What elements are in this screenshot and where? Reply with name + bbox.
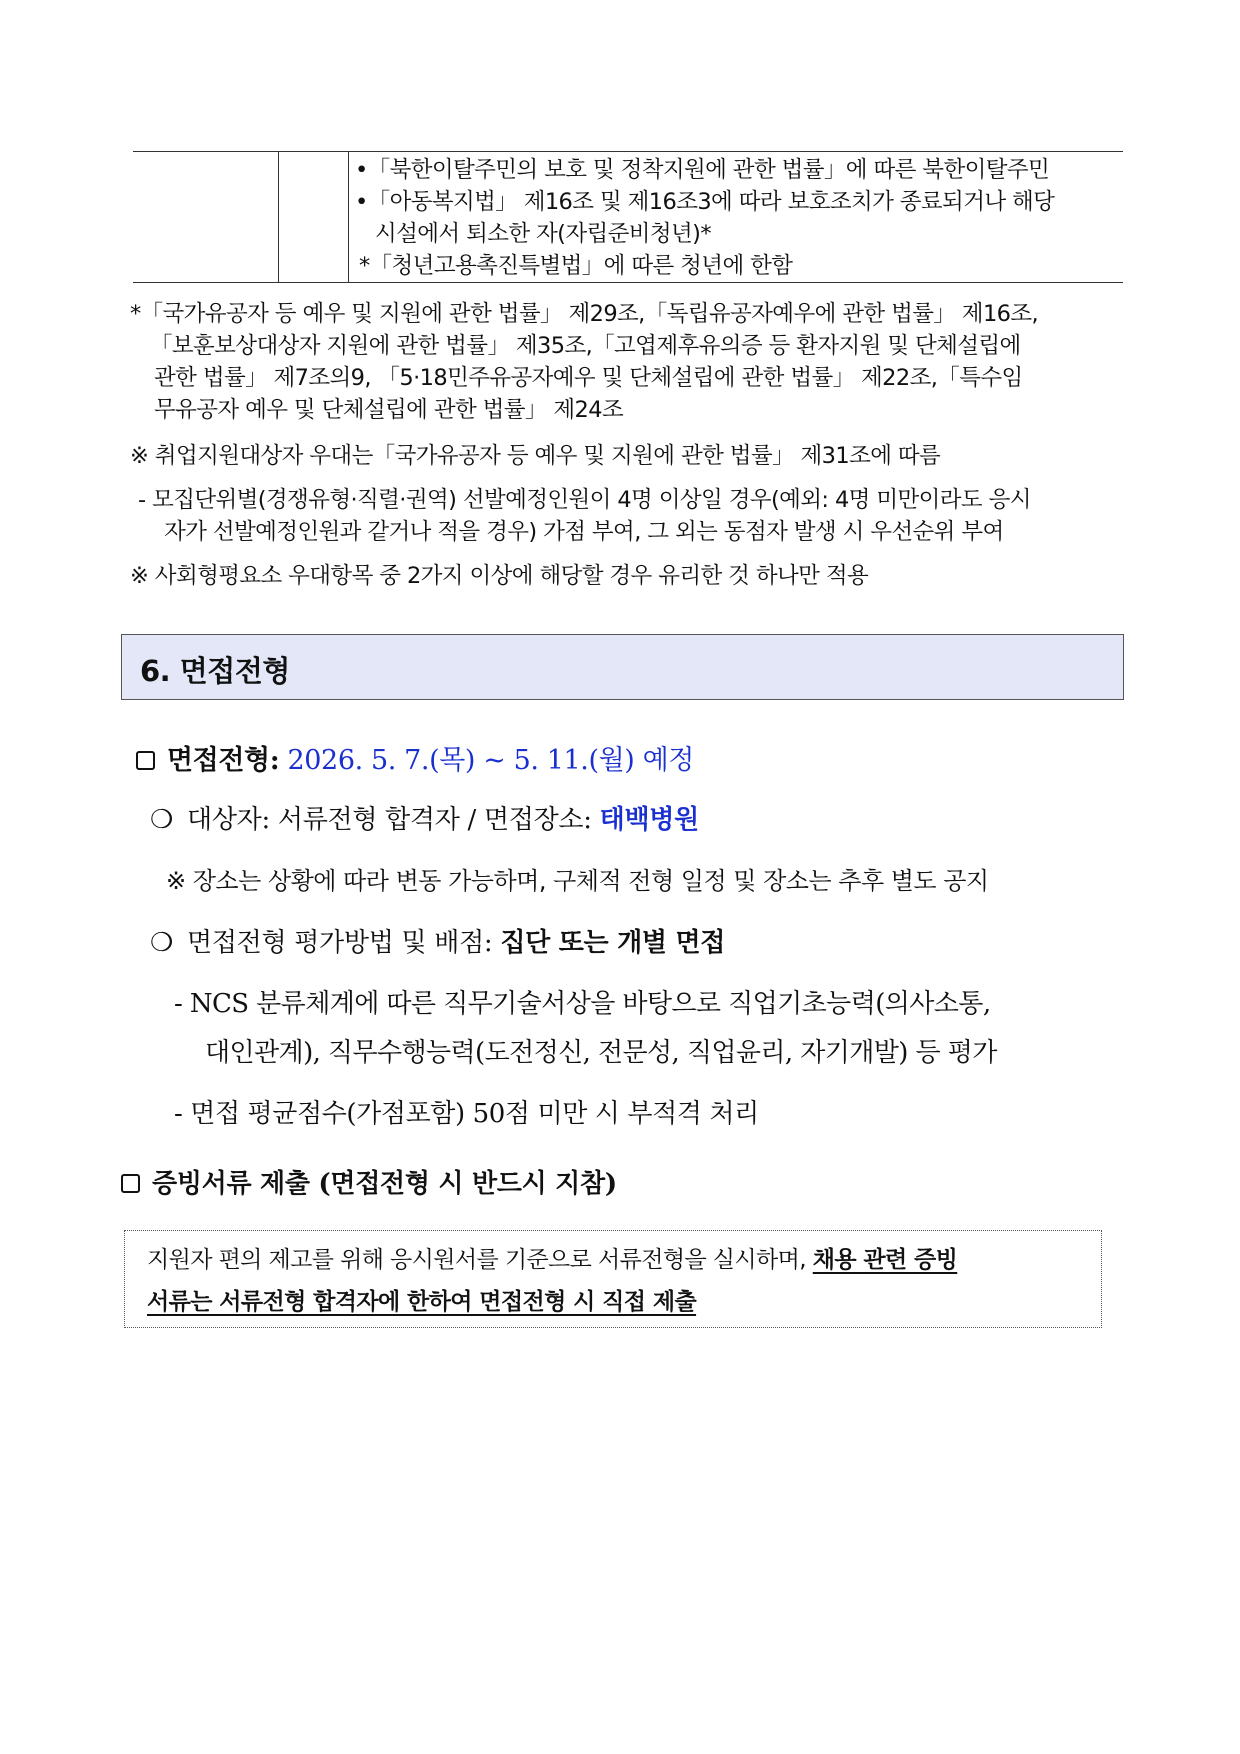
footnote-line: 「보훈보상대상자 지원에 관한 법률」 제35조,「고엽제후유의증 등 환자지원 및 단체설립에 bbox=[150, 333, 1021, 359]
footnote-line: 무유공자 예우 및 단체설립에 관한 법률」 제24조 bbox=[154, 397, 624, 423]
table-divider bbox=[348, 152, 349, 282]
interview-venue: 태백병원 bbox=[599, 805, 699, 835]
target-text: 대상자: 서류전형 합격자 / 면접장소: bbox=[187, 805, 592, 835]
footnote-line: *「국가유공자 등 예우 및 지원에 관한 법률」 제29조,「독립유공자예우에 관한 법률」 제16조, bbox=[130, 301, 1039, 327]
table-line: •「아동복지법」 제16조 및 제16조3에 따라 보호조치가 종료되거나 해당 bbox=[355, 189, 1055, 215]
documents-heading bbox=[121, 1163, 617, 1200]
table-line: *「청년고용촉진특별법」에 따른 청년에 한함 bbox=[359, 253, 793, 279]
table-divider bbox=[278, 152, 279, 282]
documents-title: 증빙서류 제출 (면접전형 시 반드시 지참) bbox=[152, 1169, 617, 1199]
table-line: 시설에서 퇴소한 자(자립준비청년)* bbox=[375, 221, 712, 247]
table-line: •「북한이탈주민의 보호 및 정착지원에 관한 법률」에 따른 북한이탈주민 bbox=[355, 157, 1050, 183]
venue-note: ※ 장소는 상황에 따라 변동 가능하며, 구체적 전형 일정 및 장소는 추후 별도 공지 bbox=[166, 867, 989, 895]
score-rule: - 면접 평균점수(가점포함) 50점 미만 시 부적격 처리 bbox=[174, 1099, 759, 1129]
section-title: 6. 면접전형 bbox=[140, 654, 290, 688]
ncs-line: - NCS 분류체계에 따른 직무기술서상을 바탕으로 직업기초능력(의사소통, bbox=[174, 989, 991, 1019]
notice-line bbox=[147, 1283, 696, 1316]
legal-footnote bbox=[130, 298, 1130, 426]
method-value: 집단 또는 개별 면접 bbox=[500, 928, 726, 958]
circle-bullet-icon: ❍ bbox=[150, 805, 174, 835]
interview-date: 2026. 5. 7.(목) ~ 5. 11.(월) 예정 bbox=[287, 745, 694, 776]
ncs-line: 대인관계), 직무수행능력(도전정신, 전문성, 직업윤리, 자기개발) 등 평가 bbox=[205, 1038, 997, 1068]
reference-note: ※ 취업지원대상자 우대는「국가유공자 등 예우 및 지원에 관한 법률」 제31조에 따름 bbox=[130, 443, 941, 469]
interview-label: 면접전형: bbox=[167, 745, 280, 776]
eligibility-table bbox=[133, 151, 1123, 283]
bonus-line: 자가 선발예정인원과 같거나 적을 경우) 가점 부여, 그 외는 동점자 발생 시 우선순위 부여 bbox=[164, 519, 1004, 545]
section-header bbox=[121, 634, 1124, 700]
circle-bullet-icon: ❍ bbox=[150, 928, 174, 958]
notice-text: 지원자 편의 제고를 위해 응시원서를 기준으로 서류전형을 실시하며, bbox=[147, 1247, 813, 1273]
checkbox-square-icon bbox=[121, 1174, 140, 1193]
reference-note: ※ 사회형평요소 우대항목 중 2가지 이상에 해당할 경우 유리한 것 하나만 적용 bbox=[130, 563, 869, 589]
notice-emphasis: 서류는 서류전형 합격자에 한하여 면접전형 시 직접 제출 bbox=[147, 1289, 697, 1315]
table-cell-content bbox=[355, 154, 1115, 282]
interview-target bbox=[150, 799, 699, 836]
notice-emphasis: 채용 관련 증빙 bbox=[812, 1247, 958, 1273]
notice-line bbox=[147, 1241, 957, 1274]
checkbox-square-icon bbox=[136, 751, 155, 770]
method-label: 면접전형 평가방법 및 배점: bbox=[187, 928, 493, 958]
documents-notice-box bbox=[124, 1230, 1102, 1328]
interview-method bbox=[150, 922, 725, 959]
bonus-line: - 모집단위별(경쟁유형·직렬·권역) 선발예정인원이 4명 이상일 경우(예외: 4명 미만이라도 응시 bbox=[138, 487, 1031, 513]
bonus-rule bbox=[130, 484, 1130, 548]
interview-schedule bbox=[136, 738, 694, 777]
footnote-line: 관한 법률」 제7조의9, 「5·18민주유공자예우 및 단체설립에 관한 법률」 제22조,「특수임 bbox=[154, 365, 1023, 391]
